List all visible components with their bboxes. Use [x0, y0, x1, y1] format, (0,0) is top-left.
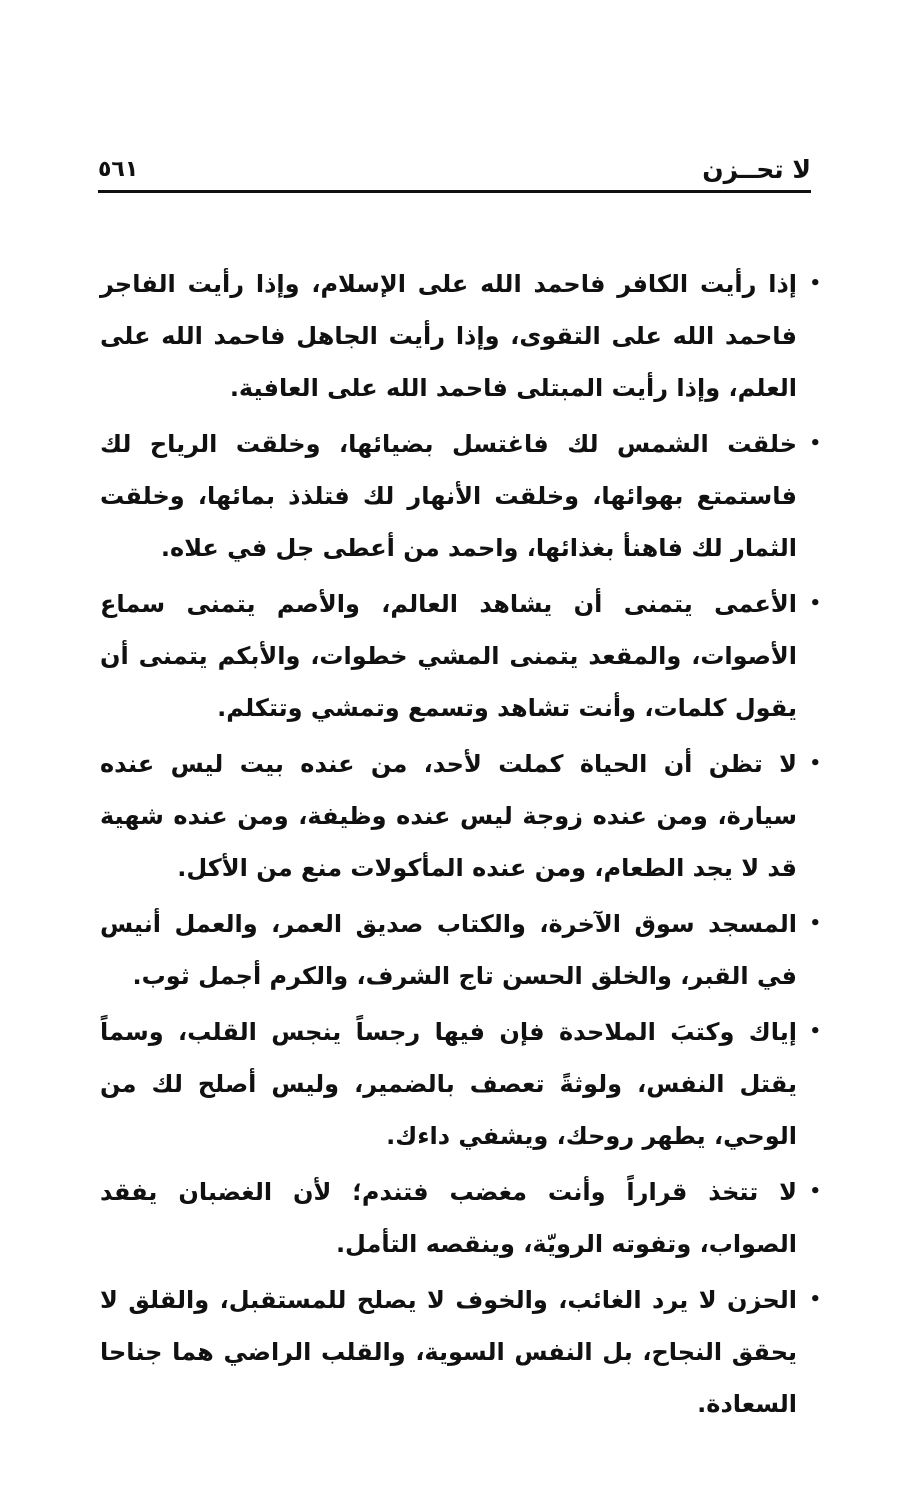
bullet-icon: •	[809, 913, 821, 934]
list-item-text: إياك وكتبَ الملاحدة فإن فيها رجساً ينجس القلب، وسماً يقتل النفس، ولوثةً تعصف بالضمير، وليس أصلح لك من الوحي، يطهر روحك، ويشفي داءك.	[100, 1018, 797, 1150]
bullet-icon: •	[809, 1021, 821, 1042]
list-item-text: إذا رأيت الكافر فاحمد الله على الإسلام، وإذا رأيت الفاجر فاحمد الله على التقوى، وإذا رأيت الجاهل فاحمد الله على العلم، وإذا رأيت المبتلى فاحمد الله على العافية.	[100, 270, 797, 402]
list-item-text: لا تتخذ قراراً وأنت مغضب فتندم؛ لأن الغضبان يفقد الصواب، وتفوته الرويّة، وينقصه التأمل.	[100, 1178, 797, 1258]
list-item-text: المسجد سوق الآخرة، والكتاب صديق العمر، والعمل أنيس في القبر، والخلق الحسن تاج الشرف، والكرم أجمل ثوب.	[100, 910, 797, 990]
list-item-text: خلقت الشمس لك فاغتسل بضيائها، وخلقت الرياح لك فاستمتع بهوائها، وخلقت الأنهار لك فتلذذ بمائها، وخلقت الثمار لك فاهنأ بغذائها، واحمد من أعطى جل في علاه.	[100, 430, 797, 562]
bullet-icon: •	[809, 1289, 821, 1310]
bullet-icon: •	[809, 1181, 821, 1202]
bullet-icon: •	[809, 753, 821, 774]
list-item	[100, 1006, 821, 1162]
bullet-icon: •	[809, 593, 821, 614]
list-item	[100, 258, 821, 414]
list-item	[100, 1166, 821, 1270]
page-body	[100, 258, 821, 1434]
list-item	[100, 1274, 821, 1430]
running-header	[98, 150, 811, 190]
book-title: لا تحــزن	[702, 155, 811, 184]
list-item-text: لا تظن أن الحياة كملت لأحد، من عنده بيت ليس عنده سيارة، ومن عنده زوجة ليس عنده وظيفة، ومن عنده شهية قد لا يجد الطعام، ومن عنده المأكولات منع من الأكل.	[100, 750, 797, 882]
list-item	[100, 898, 821, 1002]
list-item-text: الحزن لا يرد الغائب، والخوف لا يصلح للمستقبل، والقلق لا يحقق النجاح، بل النفس السوية، والقلب الراضي هما جناحا السعادة.	[100, 1286, 797, 1418]
list-item-text: الأعمى يتمنى أن يشاهد العالم، والأصم يتمنى سماع الأصوات، والمقعد يتمنى المشي خطوات، والأبكم يتمنى أن يقول كلمات، وأنت تشاهد وتسمع وتمشي وتتكلم.	[100, 590, 797, 722]
list-item	[100, 738, 821, 894]
bullet-icon: •	[809, 273, 821, 294]
list-item	[100, 578, 821, 734]
bullet-icon: •	[809, 433, 821, 454]
page-number: ٥٦١	[98, 157, 139, 182]
list-item	[100, 418, 821, 574]
header-divider	[98, 190, 811, 193]
